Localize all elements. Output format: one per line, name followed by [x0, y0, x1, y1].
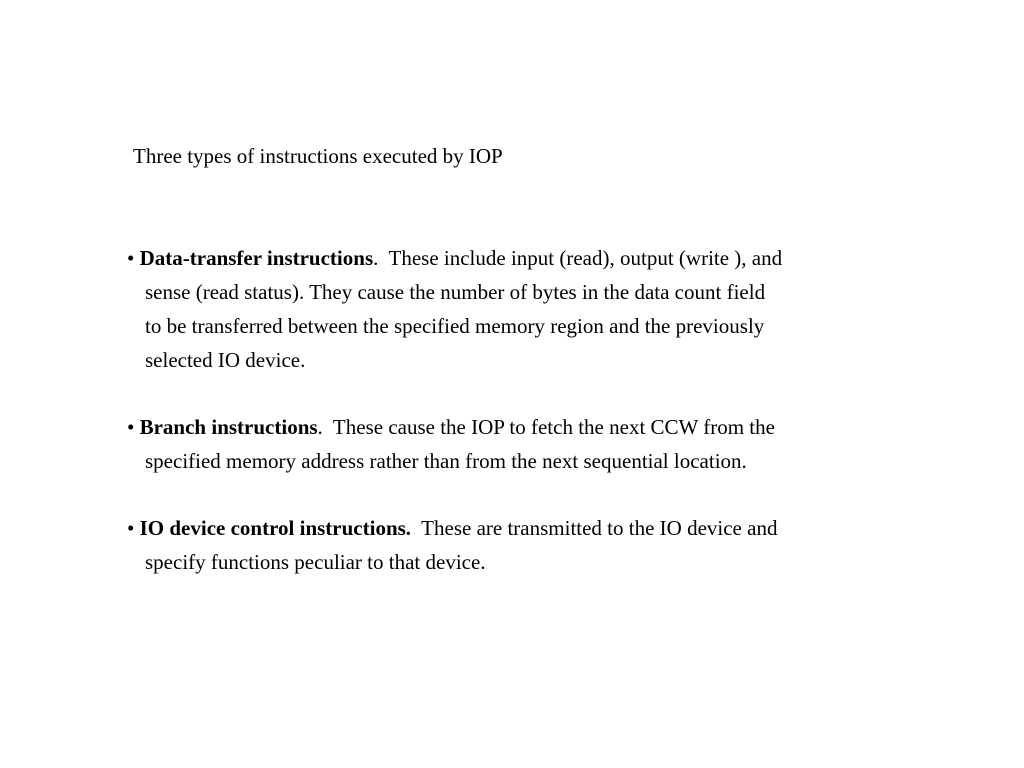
- bullet-item-branch: [127, 410, 947, 478]
- bullet-text: to be transferred between the specified memory region and the previously: [145, 314, 765, 338]
- bullet-first-line: [127, 511, 947, 545]
- bullet-list: [127, 241, 947, 612]
- bullet-item-io-device-control: [127, 511, 947, 579]
- bullet-text: sense (read status). They cause the number of bytes in the data count field: [145, 280, 766, 304]
- bullet-term: IO device control instructions.: [139, 516, 412, 540]
- bullet-first-line: [127, 241, 947, 275]
- bullet-first-line: [127, 410, 947, 444]
- slide-title: Three types of instructions executed by IOP: [133, 144, 503, 168]
- bullet-item-data-transfer: [127, 241, 947, 377]
- bullet-text: selected IO device.: [145, 348, 306, 372]
- bullet-text: specified memory address rather than from the next sequential location.: [145, 449, 747, 473]
- bullet-term: Branch instructions: [139, 415, 318, 439]
- bullet-text: These are transmitted to the IO device and: [421, 516, 778, 540]
- bullet-marker: •: [127, 246, 135, 270]
- bullet-marker: •: [127, 415, 135, 439]
- bullet-text: specify functions peculiar to that device.: [145, 550, 486, 574]
- bullet-marker: •: [127, 516, 135, 540]
- bullet-text: These cause the IOP to fetch the next CCW from the: [332, 415, 775, 439]
- bullet-term-suffix: .: [317, 415, 323, 439]
- bullet-text: These include input (read), output (write ), and: [388, 246, 783, 270]
- bullet-term-suffix: .: [373, 246, 379, 270]
- bullet-term: Data-transfer instructions: [139, 246, 374, 270]
